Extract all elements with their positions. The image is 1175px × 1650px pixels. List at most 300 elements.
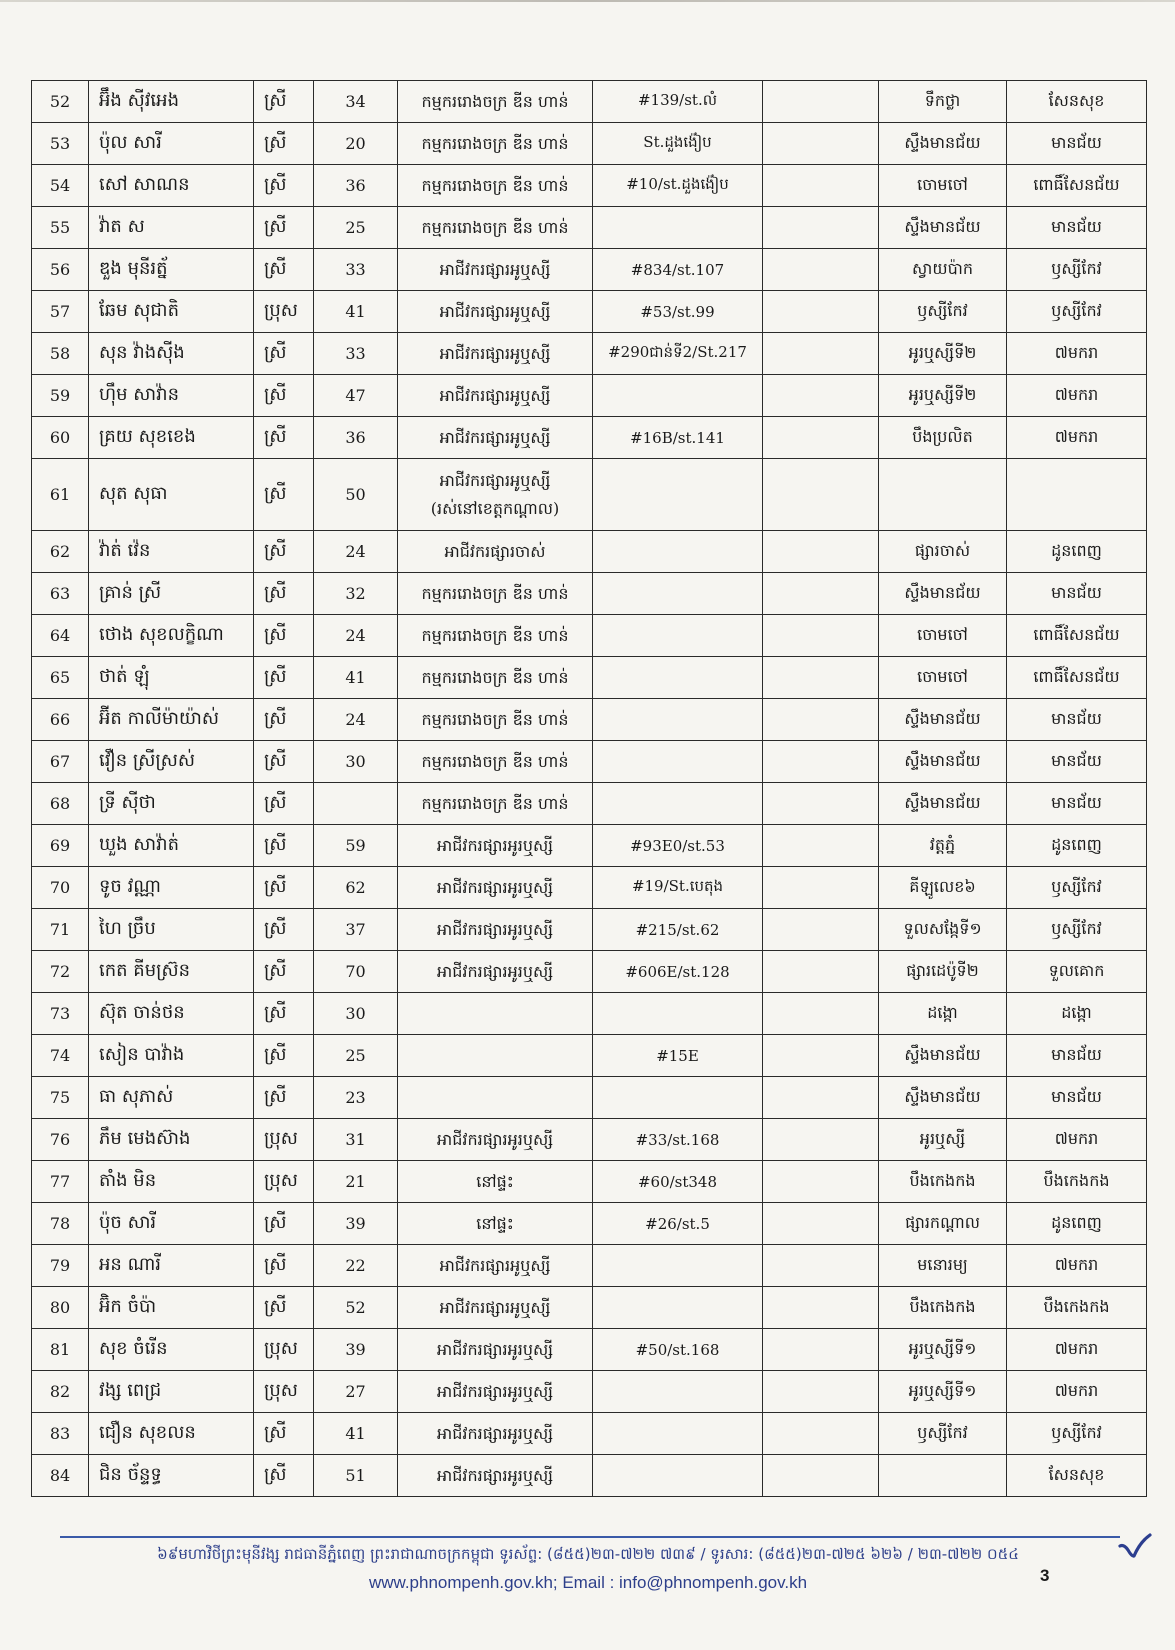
age-cell: 70 <box>314 951 398 993</box>
address-cell: #834/st.107 <box>593 249 763 291</box>
village-cell: អូរឬស្សីទី១ <box>879 1371 1007 1413</box>
commune-cell: ដូនពេញ <box>1007 825 1147 867</box>
blank-cell <box>763 993 879 1035</box>
person-name: ជឿន សុខលន <box>89 1413 254 1455</box>
age-cell: 30 <box>314 741 398 783</box>
gender-cell: ស្រី <box>254 207 314 249</box>
age-cell: 39 <box>314 1203 398 1245</box>
blank-cell <box>763 1077 879 1119</box>
person-name: ទូច វណ្ណា <box>89 867 254 909</box>
gender-cell: ស្រី <box>254 741 314 783</box>
blank-cell <box>763 333 879 375</box>
blank-cell <box>763 951 879 993</box>
address-cell <box>593 573 763 615</box>
village-cell <box>879 1455 1007 1497</box>
age-cell: 41 <box>314 291 398 333</box>
commune-cell: ពោធិ៍សែនជ័យ <box>1007 165 1147 207</box>
commune-cell: មានជ័យ <box>1007 207 1147 249</box>
occupation-cell: អាជីវករផ្សារអូរឬស្សី <box>398 1371 593 1413</box>
address-cell <box>593 993 763 1035</box>
village-cell <box>879 459 1007 531</box>
village-cell: ស្ទឹងមានជ័យ <box>879 1077 1007 1119</box>
occupation-cell: កម្មកររោងចក្រ ឌីន ហាន់ <box>398 615 593 657</box>
gender-cell: ស្រី <box>254 1455 314 1497</box>
village-cell: ទួលសង្កែទី១ <box>879 909 1007 951</box>
age-cell <box>314 783 398 825</box>
person-name: ប៉ុល សារី <box>89 123 254 165</box>
address-cell <box>593 531 763 573</box>
occupation-cell: កម្មកររោងចក្រ ឌីន ហាន់ <box>398 699 593 741</box>
occupation-cell: កម្មកររោងចក្រ ឌីន ហាន់ <box>398 123 593 165</box>
row-number: 76 <box>32 1119 89 1161</box>
person-name: សុន វ៉ាងស៊ីង <box>89 333 254 375</box>
person-name: សៀន បាវ៉ាង <box>89 1035 254 1077</box>
person-name: ប៉ុច សារី <box>89 1203 254 1245</box>
gender-cell: ប្រុស <box>254 1161 314 1203</box>
person-name: ធា សុភាស់ <box>89 1077 254 1119</box>
address-cell <box>593 699 763 741</box>
blank-cell <box>763 867 879 909</box>
person-name: ទ្រី ស៊ីថា <box>89 783 254 825</box>
table-row <box>32 867 1147 909</box>
address-cell: #15E <box>593 1035 763 1077</box>
table-row <box>32 1287 1147 1329</box>
address-cell: #93E0/st.53 <box>593 825 763 867</box>
commune-cell: ៧មករា <box>1007 1245 1147 1287</box>
occupation-cell: អាជីវករផ្សារអូរឬស្សី <box>398 1119 593 1161</box>
commune-cell: មានជ័យ <box>1007 123 1147 165</box>
blank-cell <box>763 459 879 531</box>
table-row <box>32 1035 1147 1077</box>
table-row <box>32 573 1147 615</box>
address-cell <box>593 1413 763 1455</box>
age-cell: 20 <box>314 123 398 165</box>
occupation-cell: អាជីវករផ្សារអូឬស្សី <box>398 1245 593 1287</box>
row-number: 70 <box>32 867 89 909</box>
blank-cell <box>763 1455 879 1497</box>
age-cell: 33 <box>314 333 398 375</box>
blank-cell <box>763 1329 879 1371</box>
village-cell: បឹងកេងកង <box>879 1287 1007 1329</box>
occupation-cell <box>398 459 593 531</box>
occupation-cell <box>398 1035 593 1077</box>
blank-cell <box>763 1119 879 1161</box>
gender-cell: ស្រី <box>254 993 314 1035</box>
blank-cell <box>763 1035 879 1077</box>
village-cell: ឫស្សីកែវ <box>879 291 1007 333</box>
person-name: វឿន ស្រីស្រស់ <box>89 741 254 783</box>
commune-cell: មានជ័យ <box>1007 1035 1147 1077</box>
commune-cell: ឫស្សីកែវ <box>1007 1413 1147 1455</box>
table-row <box>32 333 1147 375</box>
blank-cell <box>763 207 879 249</box>
check-mark-icon <box>1118 1532 1152 1560</box>
person-name: អន ណារី <box>89 1245 254 1287</box>
table-row <box>32 165 1147 207</box>
occupation-cell: អាជីវករផ្សារចាស់ <box>398 531 593 573</box>
address-cell <box>593 1371 763 1413</box>
gender-cell: ប្រុស <box>254 1329 314 1371</box>
gender-cell: ស្រី <box>254 1035 314 1077</box>
row-number: 78 <box>32 1203 89 1245</box>
occupation-cell: អាជីវករផ្សារអូឬស្សី <box>398 249 593 291</box>
table-row <box>32 1455 1147 1497</box>
occupation-cell: កម្មកររោងចក្រ ឌីន ហាន់ <box>398 81 593 123</box>
village-cell: ស្ទឹងមានជ័យ <box>879 699 1007 741</box>
footer-address: ៦៩មហាវិថីព្រះមុនីវង្ស រាជធានីភ្នំពេញ ព្រះរាជាណាចក្រកម្ពុជា ទូរស័ព្ទ: (៨៥៥)២៣-៧២២ ៧៣៩ / ទូរសារ: (៨៥៥)២៣-៧២៥ ៦២៦ / ២៣-៧២២ ០៥៤ <box>157 1545 1019 1563</box>
gender-cell: ស្រី <box>254 123 314 165</box>
row-number: 75 <box>32 1077 89 1119</box>
row-number: 72 <box>32 951 89 993</box>
row-number: 79 <box>32 1245 89 1287</box>
table-row <box>32 531 1147 573</box>
table-row <box>32 825 1147 867</box>
occupation-cell: អាជីវករផ្សារអូឬស្សី <box>398 375 593 417</box>
commune-cell <box>1007 459 1147 531</box>
commune-cell: បឹងកេងកង <box>1007 1287 1147 1329</box>
row-number: 82 <box>32 1371 89 1413</box>
gender-cell: ប្រុស <box>254 1119 314 1161</box>
page-top-edge <box>0 0 1175 2</box>
blank-cell <box>763 657 879 699</box>
village-cell: ផ្សារកណ្ដាល <box>879 1203 1007 1245</box>
row-number: 59 <box>32 375 89 417</box>
gender-cell: ស្រី <box>254 333 314 375</box>
blank-cell <box>763 291 879 333</box>
person-name: ថាត់ ឡុំ <box>89 657 254 699</box>
age-cell: 36 <box>314 417 398 459</box>
address-cell: St.ដួងង៉ៀប <box>593 123 763 165</box>
age-cell: 41 <box>314 657 398 699</box>
person-name: អ៊ីត កាលីម៉ាយ៉ាស់ <box>89 699 254 741</box>
village-cell: ផ្សារដេប៉ូទី២ <box>879 951 1007 993</box>
commune-cell: ដូនពេញ <box>1007 1203 1147 1245</box>
address-cell: #290ជាន់ទី2/St.217 <box>593 333 763 375</box>
village-cell: បឹងប្រលិត <box>879 417 1007 459</box>
address-cell <box>593 657 763 699</box>
age-cell: 22 <box>314 1245 398 1287</box>
row-number: 73 <box>32 993 89 1035</box>
commune-cell: ឫស្សីកែវ <box>1007 291 1147 333</box>
gender-cell: ស្រី <box>254 825 314 867</box>
address-cell: #33/st.168 <box>593 1119 763 1161</box>
village-cell: វត្តភ្នំ <box>879 825 1007 867</box>
village-cell: ដង្កោ <box>879 993 1007 1035</box>
commune-cell: មានជ័យ <box>1007 573 1147 615</box>
row-number: 55 <box>32 207 89 249</box>
occupation-cell: អាជីវករផ្សារអូរឬស្សី <box>398 867 593 909</box>
gender-cell: ស្រី <box>254 951 314 993</box>
table-row <box>32 417 1147 459</box>
village-cell: ទឹកថ្លា <box>879 81 1007 123</box>
row-number: 60 <box>32 417 89 459</box>
village-cell: ចោមចៅ <box>879 615 1007 657</box>
village-cell: អូរឬស្សី <box>879 1119 1007 1161</box>
row-number: 81 <box>32 1329 89 1371</box>
row-number: 57 <box>32 291 89 333</box>
age-cell: 37 <box>314 909 398 951</box>
gender-cell: ស្រី <box>254 615 314 657</box>
blank-cell <box>763 573 879 615</box>
commune-cell: ឫស្សីកែវ <box>1007 249 1147 291</box>
age-cell: 24 <box>314 531 398 573</box>
row-number: 65 <box>32 657 89 699</box>
table-row <box>32 207 1147 249</box>
row-number: 84 <box>32 1455 89 1497</box>
address-cell <box>593 207 763 249</box>
address-cell: #215/st.62 <box>593 909 763 951</box>
row-number: 54 <box>32 165 89 207</box>
row-number: 58 <box>32 333 89 375</box>
commune-cell: សែនសុខ <box>1007 1455 1147 1497</box>
gender-cell: ស្រី <box>254 783 314 825</box>
gender-cell: ស្រី <box>254 249 314 291</box>
gender-cell: ស្រី <box>254 657 314 699</box>
person-name: វង្ស ពេជ្រ <box>89 1371 254 1413</box>
village-cell: ចោមចៅ <box>879 657 1007 699</box>
commune-cell: ឫស្សីកែវ <box>1007 867 1147 909</box>
age-cell: 36 <box>314 165 398 207</box>
row-number: 64 <box>32 615 89 657</box>
person-name: អ៊ិក ចំប៉ា <box>89 1287 254 1329</box>
age-cell: 47 <box>314 375 398 417</box>
village-cell: ស្ទឹងមានជ័យ <box>879 1035 1007 1077</box>
table-row <box>32 615 1147 657</box>
gender-cell: ប្រុស <box>254 1371 314 1413</box>
occupation-cell: អាជីវករផ្សារអូឬស្សី <box>398 333 593 375</box>
person-name: ភឹម មេងស៊ាង <box>89 1119 254 1161</box>
row-number: 63 <box>32 573 89 615</box>
table-row <box>32 1077 1147 1119</box>
gender-cell: ស្រី <box>254 531 314 573</box>
table-row <box>32 291 1147 333</box>
blank-cell <box>763 1203 879 1245</box>
footer-contact: www.phnompenh.gov.kh; Email : info@phnompenh.gov.kh <box>368 1573 808 1592</box>
blank-cell <box>763 699 879 741</box>
age-cell: 51 <box>314 1455 398 1497</box>
commune-cell: បឹងកេងកង <box>1007 1161 1147 1203</box>
table-row <box>32 375 1147 417</box>
commune-cell: ៧មករា <box>1007 333 1147 375</box>
address-cell: #139/st.លំ <box>593 81 763 123</box>
village-cell: អូរឬស្សីទី២ <box>879 375 1007 417</box>
table-row <box>32 123 1147 165</box>
person-name: គ្រាន់ ស្រី <box>89 573 254 615</box>
address-cell <box>593 1077 763 1119</box>
commune-cell: មានជ័យ <box>1007 783 1147 825</box>
address-cell: #10/st.ដួងង៉ៀប <box>593 165 763 207</box>
table-body <box>32 81 1147 1497</box>
gender-cell: ស្រី <box>254 867 314 909</box>
commune-cell: មានជ័យ <box>1007 699 1147 741</box>
table-row <box>32 1371 1147 1413</box>
person-name: វ៉ាត់ វ៉េន <box>89 531 254 573</box>
age-cell: 31 <box>314 1119 398 1161</box>
commune-cell: ដង្កោ <box>1007 993 1147 1035</box>
blank-cell <box>763 825 879 867</box>
blank-cell <box>763 741 879 783</box>
table-row <box>32 1203 1147 1245</box>
address-cell <box>593 1455 763 1497</box>
commune-cell: សែនសុខ <box>1007 81 1147 123</box>
occupation-cell: អាជីវករផ្សារអូឬស្សី <box>398 1287 593 1329</box>
gender-cell: ស្រី <box>254 573 314 615</box>
address-cell <box>593 1245 763 1287</box>
table-row <box>32 783 1147 825</box>
row-number: 52 <box>32 81 89 123</box>
address-cell <box>593 615 763 657</box>
blank-cell <box>763 783 879 825</box>
blank-cell <box>763 909 879 951</box>
row-number: 71 <box>32 909 89 951</box>
commune-cell: ឫស្សីកែវ <box>1007 909 1147 951</box>
address-cell <box>593 1287 763 1329</box>
table-row <box>32 1329 1147 1371</box>
page-number: 3 <box>1040 1566 1050 1585</box>
row-number: 66 <box>32 699 89 741</box>
commune-cell: ទួលគោក <box>1007 951 1147 993</box>
person-name: សុត សុធា <box>89 459 254 531</box>
age-cell: 23 <box>314 1077 398 1119</box>
blank-cell <box>763 1413 879 1455</box>
age-cell: 27 <box>314 1371 398 1413</box>
person-name: ជិន ច័ន្ទទ្ធ <box>89 1455 254 1497</box>
row-number: 56 <box>32 249 89 291</box>
address-cell <box>593 741 763 783</box>
age-cell: 21 <box>314 1161 398 1203</box>
blank-cell <box>763 615 879 657</box>
blank-cell <box>763 1245 879 1287</box>
village-cell: ស្វាយប៉ាក <box>879 249 1007 291</box>
age-cell: 30 <box>314 993 398 1035</box>
person-name: ហៃ ច្រឹប <box>89 909 254 951</box>
commune-cell: ៧មករា <box>1007 1119 1147 1161</box>
person-list-table <box>31 80 1147 1497</box>
table-row <box>32 249 1147 291</box>
age-cell: 24 <box>314 699 398 741</box>
occupation-cell: អាជីវករផ្សារអូរឬស្សី <box>398 909 593 951</box>
commune-cell: ដូនពេញ <box>1007 531 1147 573</box>
table-row <box>32 699 1147 741</box>
village-cell: ឫស្សីកែវ <box>879 1413 1007 1455</box>
village-cell: មនោរម្យ <box>879 1245 1007 1287</box>
table-row <box>32 1413 1147 1455</box>
age-cell: 24 <box>314 615 398 657</box>
age-cell: 41 <box>314 1413 398 1455</box>
footer-divider <box>60 1536 1120 1538</box>
village-cell: ស្ទឹងមានជ័យ <box>879 123 1007 165</box>
gender-cell: ស្រី <box>254 459 314 531</box>
occupation-cell: នៅផ្ទះ <box>398 1203 593 1245</box>
blank-cell <box>763 81 879 123</box>
commune-cell: ៧មករា <box>1007 417 1147 459</box>
gender-cell: ស្រី <box>254 417 314 459</box>
person-name: សៅ សាណន <box>89 165 254 207</box>
person-name: ឃួង សាវ៉ាត់ <box>89 825 254 867</box>
occupation-cell: កម្មកររោងចក្រ ឌីន ហាន់ <box>398 783 593 825</box>
occupation-cell: កម្មកររោងចក្រ ឌីន ហាន់ <box>398 207 593 249</box>
occupation-text: អាជីវករផ្សារអូឬស្សី <box>439 470 551 490</box>
village-cell: ស្ទឹងមានជ័យ <box>879 207 1007 249</box>
village-cell: ចោមចៅ <box>879 165 1007 207</box>
row-number: 80 <box>32 1287 89 1329</box>
blank-cell <box>763 417 879 459</box>
person-name: ហ៊ឹម សាវ៉ាន <box>89 375 254 417</box>
blank-cell <box>763 1161 879 1203</box>
person-name: សុខ ចំរើន <box>89 1329 254 1371</box>
row-number: 69 <box>32 825 89 867</box>
gender-cell: ស្រី <box>254 1203 314 1245</box>
village-cell: ស្ទឹងមានជ័យ <box>879 573 1007 615</box>
age-cell: 25 <box>314 1035 398 1077</box>
blank-cell <box>763 1371 879 1413</box>
age-cell: 50 <box>314 459 398 531</box>
blank-cell <box>763 375 879 417</box>
row-number: 62 <box>32 531 89 573</box>
address-cell: #53/st.99 <box>593 291 763 333</box>
person-name: ឌួង មុនីរត្ន័ <box>89 249 254 291</box>
village-cell: បឹងកេងកង <box>879 1161 1007 1203</box>
gender-cell: ស្រី <box>254 81 314 123</box>
occupation-note: (រស់នៅខេត្តកណ្ដាល) <box>430 498 560 518</box>
row-number: 77 <box>32 1161 89 1203</box>
village-cell: គីឡូលេខ៦ <box>879 867 1007 909</box>
blank-cell <box>763 531 879 573</box>
gender-cell: ស្រី <box>254 165 314 207</box>
table-row <box>32 1245 1147 1287</box>
age-cell: 62 <box>314 867 398 909</box>
gender-cell: ស្រី <box>254 909 314 951</box>
village-cell: ស្ទឹងមានជ័យ <box>879 741 1007 783</box>
gender-cell: ស្រី <box>254 1245 314 1287</box>
commune-cell: ពោធិ៍សែនជ័យ <box>1007 657 1147 699</box>
age-cell: 59 <box>314 825 398 867</box>
person-name: គ្រយ សុខខេង <box>89 417 254 459</box>
table-row <box>32 993 1147 1035</box>
village-cell: អូរឬស្សីទី១ <box>879 1329 1007 1371</box>
occupation-cell: នៅផ្ទះ <box>398 1161 593 1203</box>
address-cell: #19/St.បេតុង <box>593 867 763 909</box>
commune-cell: ពោធិ៍សែនជ័យ <box>1007 615 1147 657</box>
address-cell: #26/st.5 <box>593 1203 763 1245</box>
occupation-cell <box>398 1077 593 1119</box>
person-name: កេត គីមស្រ៊ន <box>89 951 254 993</box>
address-cell: #50/st.168 <box>593 1329 763 1371</box>
occupation-cell: អាជីវករផ្សារអូឬស្សី <box>398 291 593 333</box>
person-name: ស៊ុត ចាន់ថន <box>89 993 254 1035</box>
table-row <box>32 81 1147 123</box>
row-number: 68 <box>32 783 89 825</box>
address-cell: #16B/st.141 <box>593 417 763 459</box>
address-cell: #60/st348 <box>593 1161 763 1203</box>
person-name: អ៊ឹង ស៊ីវអេង <box>89 81 254 123</box>
age-cell: 32 <box>314 573 398 615</box>
occupation-cell: កម្មកររោងចក្រ ឌីន ហាន់ <box>398 573 593 615</box>
row-number: 83 <box>32 1413 89 1455</box>
village-cell: អូរឬស្សីទី២ <box>879 333 1007 375</box>
address-cell <box>593 459 763 531</box>
occupation-cell: កម្មកររោងចក្រ ឌីន ហាន់ <box>398 165 593 207</box>
table-row <box>32 459 1147 531</box>
occupation-cell: អាជីវករផ្សារអូរឬស្សី <box>398 1413 593 1455</box>
commune-cell: មានជ័យ <box>1007 741 1147 783</box>
village-cell: ផ្សារចាស់ <box>879 531 1007 573</box>
age-cell: 39 <box>314 1329 398 1371</box>
person-name: ថោង សុខលក្ខិណា <box>89 615 254 657</box>
table-row <box>32 741 1147 783</box>
age-cell: 52 <box>314 1287 398 1329</box>
table-row <box>32 657 1147 699</box>
